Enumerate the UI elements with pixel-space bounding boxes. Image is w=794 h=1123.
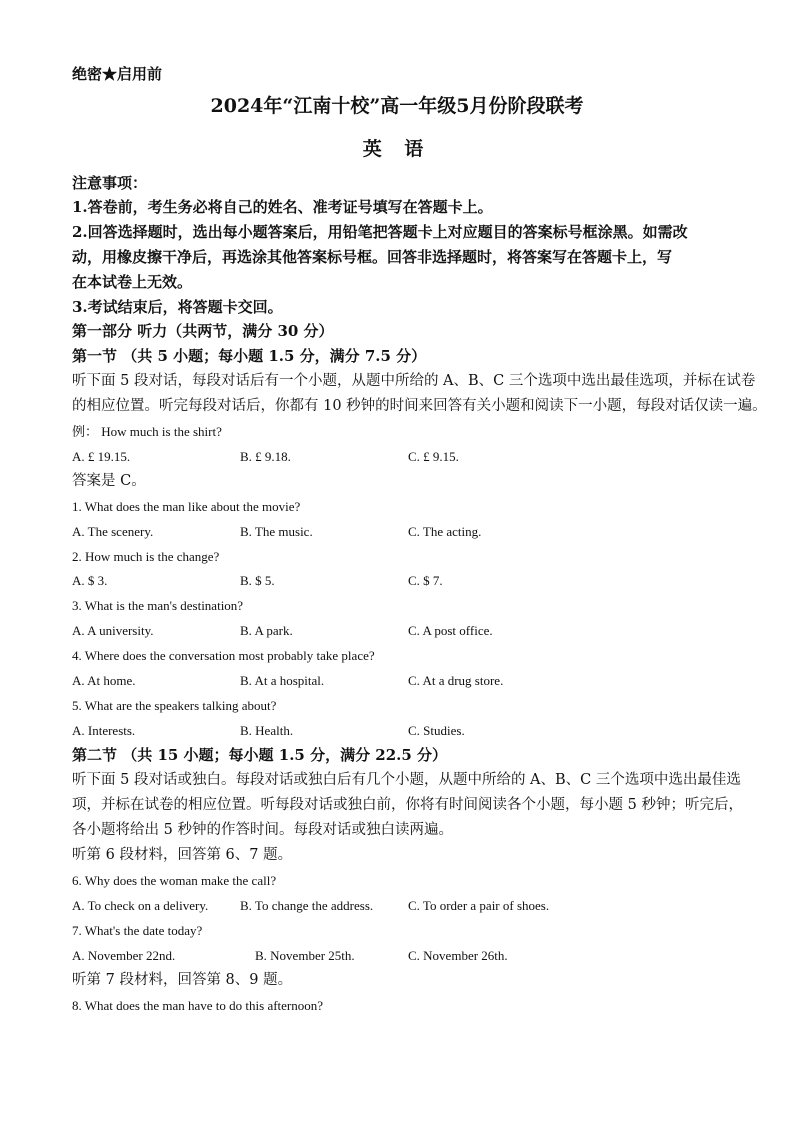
option-b: B. £ 9.18. — [240, 449, 291, 464]
option-a: A. November 22nd. — [72, 948, 176, 963]
material-7-prompt: 听第 7 段材料，回答第 8、9 题。 — [72, 972, 293, 988]
question-3: 3. What is the man's destination? — [72, 598, 244, 613]
section2-instructions: 听下面 5 段对话或独白。每段对话或独白后有几个小题，从题中所给的 A、B、C 三个选项中选出最佳选 — [72, 772, 741, 788]
option-a: A. The scenery. — [72, 524, 154, 539]
question-2: 2. How much is the change? — [72, 549, 220, 564]
note-item: 动，用橡皮擦干净后，再选涂其他答案标号框。回答非选择题时，将答案写在答题卡上，写 — [72, 248, 673, 266]
note-item: 在本试卷上无效。 — [72, 273, 193, 291]
option-a: A. To check on a delivery. — [72, 898, 209, 913]
part1-heading: 第一部分 听力（共两节，满分 30 分） — [72, 322, 334, 340]
exam-title: 2024年“江南十校”高一年级5月份阶段联考 — [210, 95, 584, 117]
option-a: A. Interests. — [72, 723, 136, 738]
option-b: B. $ 5. — [240, 573, 275, 588]
option-c: C. To order a pair of shoes. — [408, 898, 550, 913]
option-b: B. At a hospital. — [240, 673, 325, 688]
section2-heading: 第二节 （共 15 小题；每小题 1.5 分，满分 22.5 分） — [72, 746, 448, 764]
section2-instructions: 项，并标在试卷的相应位置。听每段对话或独白前，你将有时间阅读各个小题，每小题 5 秒钟；听完后， — [72, 797, 743, 813]
option-c: C. At a drug store. — [408, 673, 504, 688]
option-a: A. At home. — [72, 673, 136, 688]
question-8: 8. What does the man have to do this afternoon? — [72, 998, 324, 1013]
option-a: A. A university. — [72, 623, 154, 638]
option-c: C. A post office. — [408, 623, 493, 638]
option-b: B. Health. — [240, 723, 294, 738]
question-1: 1. What does the man like about the movie? — [72, 499, 301, 514]
option-a: A. $ 3. — [72, 573, 108, 588]
section1-instructions: 的相应位置。听完每段对话后，你都有 10 秒钟的时间来回答有关小题和阅读下一小题，每段对话仅读一遍。 — [72, 398, 767, 414]
option-a: A. £ 19.15. — [72, 449, 131, 464]
secret-mark: 绝密★启用前 — [72, 65, 163, 83]
question-6: 6. Why does the woman make the call? — [72, 873, 277, 888]
option-b: B. To change the address. — [240, 898, 374, 913]
section1-heading: 第一节 （共 5 小题；每小题 1.5 分，满分 7.5 分） — [72, 347, 427, 365]
option-c: C. £ 9.15. — [408, 449, 459, 464]
example-question: 例： How much is the shirt? — [72, 424, 222, 439]
subject-title: 英 语 — [362, 138, 432, 160]
note-item: 1.答卷前，考生务必将自己的姓名、准考证号填写在答题卡上。 — [72, 198, 493, 216]
question-5: 5. What are the speakers talking about? — [72, 698, 277, 713]
notes-heading: 注意事项： — [72, 174, 148, 192]
option-c: C. $ 7. — [408, 573, 443, 588]
option-c: C. The acting. — [408, 524, 482, 539]
section1-instructions: 听下面 5 段对话，每段对话后有一个小题，从题中所给的 A、B、C 三个选项中选出最佳选项，并标在试卷 — [72, 373, 756, 389]
option-b: B. November 25th. — [255, 948, 355, 963]
note-item: 3.考试结束后，将答题卡交回。 — [72, 298, 283, 316]
question-7: 7. What's the date today? — [72, 923, 203, 938]
option-b: B. A park. — [240, 623, 293, 638]
option-c: C. November 26th. — [408, 948, 508, 963]
section2-instructions: 各小题将给出 5 秒钟的作答时间。每段对话或独白读两遍。 — [72, 822, 453, 838]
note-item: 2.回答选择题时，选出每小题答案后，用铅笔把答题卡上对应题目的答案标号框涂黑。如需改 — [72, 223, 688, 241]
option-c: C. Studies. — [408, 723, 465, 738]
example-answer: 答案是 C。 — [72, 473, 146, 489]
question-4: 4. Where does the conversation most probably take place? — [72, 648, 375, 663]
option-b: B. The music. — [240, 524, 313, 539]
material-6-prompt: 听第 6 段材料，回答第 6、7 题。 — [72, 847, 293, 863]
